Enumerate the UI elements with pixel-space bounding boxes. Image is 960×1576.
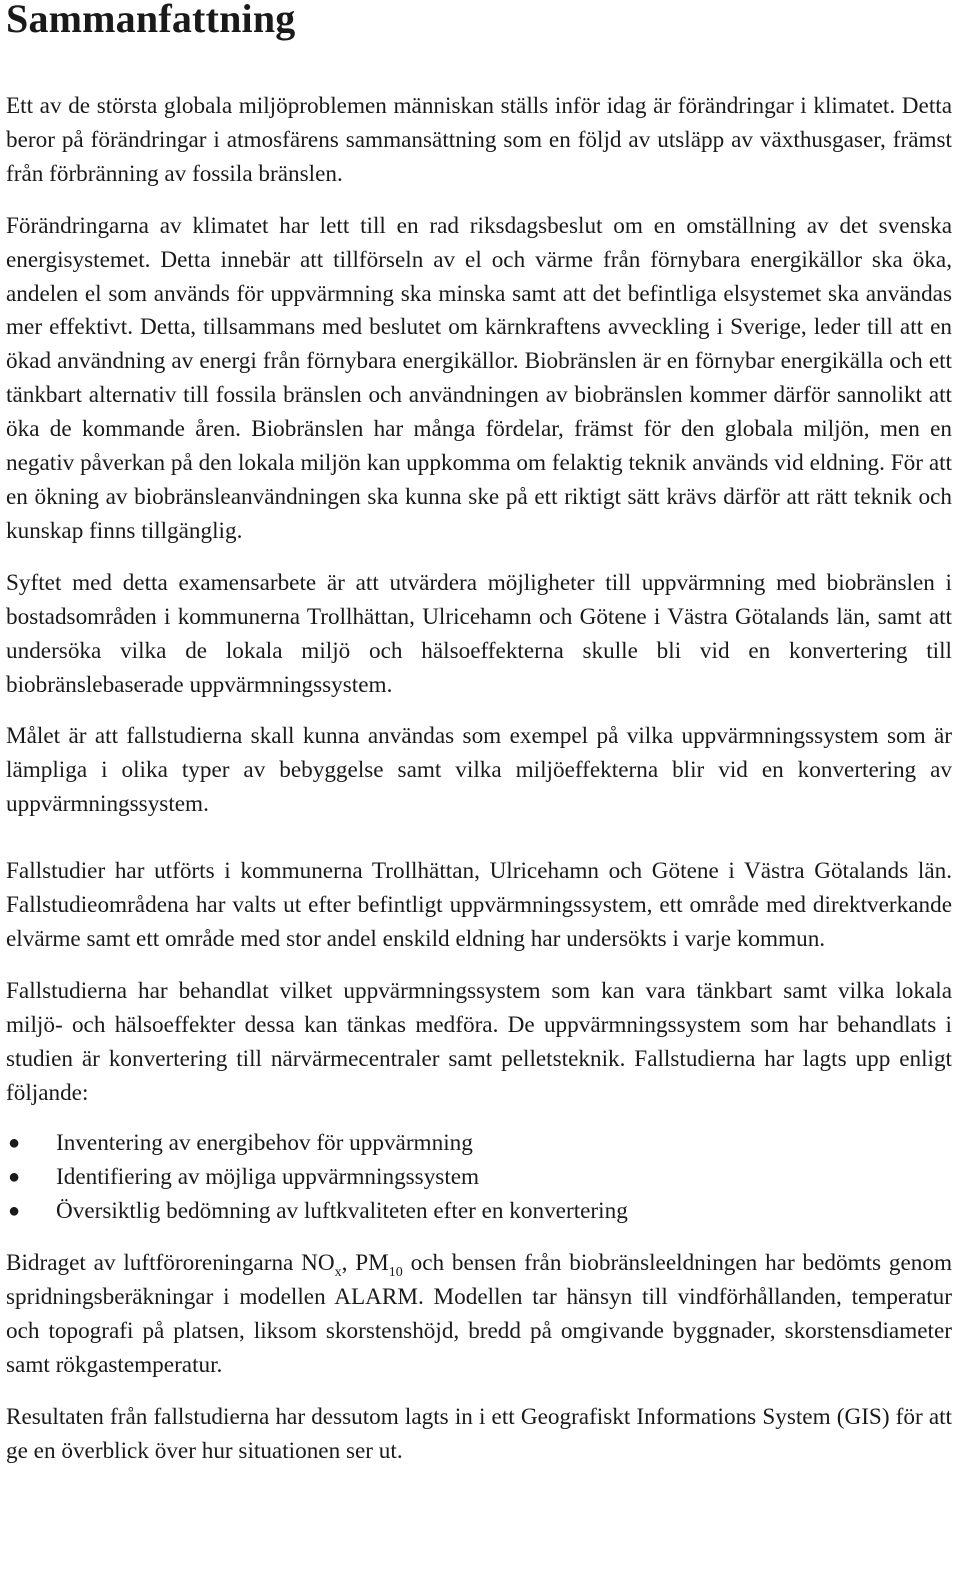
list-item [6, 1161, 952, 1195]
paragraph-case-study-method: Fallstudierna har behandlat vilket uppvärmningssystem som kan vara tänkbart samt vilka lokala miljö- och hälsoeffekter dessa kan tänkas medföra. De uppvärmningssystem som har behandlats i studien är konvertering till närvärmecentraler samt pelletsteknik. Fallstudierna har lagts upp enligt följande: [6, 977, 952, 1106]
method-bullet-list [6, 1127, 952, 1229]
paragraph-purpose: Syftet med detta examensarbete är att utvärdera möjligheter till uppvärmning med biobränslen i bostadsområden i kommunerna Trollhättan, Ulricehamn och Götene i Västra Götalands län, samt att undersöka vilka de lokala miljö och hälsoeffekterna skulle bli vid en konvertering till biobränslebaserade uppvärmningssystem. [6, 569, 952, 698]
paragraph-dispersion-model [6, 1247, 952, 1383]
list-item [6, 1195, 952, 1229]
paragraph-gis: Resultaten från fallstudierna har dessutom lagts in i ett Geografiskt Informations System (GIS) för att ge en överblick över hur situationen ser ut. [6, 1403, 952, 1464]
text-run: och bensen från biobränsleeldningen har bedömts genom spridningsberäkningar i modellen ALARM. Modellen tar hänsyn till vindförhållanden, temperatur och topografi på platsen, liksom skorstenshöjd, bredd på omgivande byggnader, skorstensdiameter samt rökgastemperatur. [6, 1250, 953, 1378]
text-run: , PM [341, 1250, 389, 1277]
bullet-icon: ● [8, 1132, 21, 1155]
bullet-icon: ● [8, 1166, 21, 1189]
list-item-text: Översiktlig bedömning av luftkvaliteten efter en konvertering [56, 1198, 628, 1225]
subscript: x [334, 1265, 342, 1281]
page-title: Sammanfattning [6, 0, 296, 41]
list-item-text: Inventering av energibehov för uppvärmning [56, 1130, 473, 1157]
bullet-icon: ● [8, 1200, 21, 1223]
paragraph-case-studies: Fallstudier har utförts i kommunerna Trollhättan, Ulricehamn och Götene i Västra Götalands län. Fallstudieområdena har valts ut efter befintligt uppvärmningssystem, ett område med direktverkande elvärme samt ett område med stor andel enskild eldning har undersökts i varje kommun. [6, 858, 952, 952]
paragraph-goal: Målet är att fallstudierna skall kunna användas som exempel på vilka uppvärmningssystem som är lämpliga i olika typer av bebyggelse samt vilka miljöeffekterna blir vid en konvertering av uppvärmningssystem. [6, 723, 952, 818]
list-item [6, 1127, 952, 1161]
list-item-text: Identifiering av möjliga uppvärmningssystem [56, 1164, 480, 1191]
paragraph-intro: Ett av de största globala miljöproblemen människan ställs inför idag är förändringar i klimatet. Detta beror på förändringar i atmosfärens sammansättning som en följd av utsläpp av växthusgaser, främst från förbränning av fossila bränslen. [6, 93, 952, 187]
document-page [6, 0, 952, 1469]
paragraph-energy-policy: Förändringarna av klimatet har lett till en rad riksdagsbeslut om en omställning av det svenska energisystemet. Detta innebär att tillförseln av el och värme från förnybara energikällor ska öka, andelen el som används för uppvärmning ska minska samt att det befintliga elsystemet ska användas mer effektivt. Detta, tillsammans med beslutet om kärnkraftens avveckling i Sverige, leder till att en ökad användning av energi från förnybara energikällor. Biobränslen är en förnybar energikälla och ett tänkbart alternativ till fossila bränslen och användningen av biobränslen kommer därför sannolikt att öka de kommande åren. Biobränslen har många fördelar, främst för den globala miljön, men en negativ påverkan på den lokala miljön kan uppkomma om felaktig teknik används vid eldning. För att en ökning av biobränsleanvändningen ska kunna ske på ett riktigt sätt krävs därför att rätt teknik och kunskap finns tillgänglig. [6, 212, 952, 544]
subscript: 10 [388, 1265, 403, 1281]
text-run: Bidraget av luftföroreningarna NO [6, 1250, 335, 1277]
